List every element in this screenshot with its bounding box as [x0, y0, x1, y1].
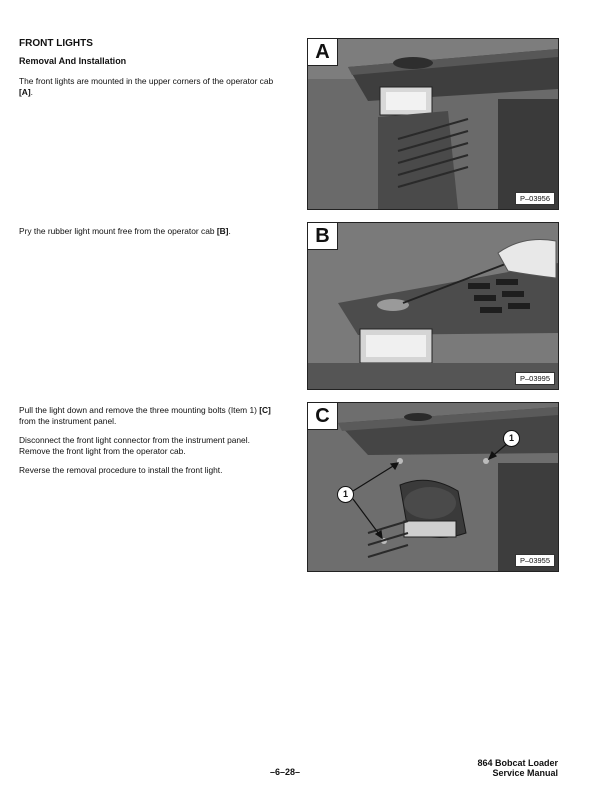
figure-b-code: P–03995	[515, 372, 555, 385]
figure-a-label: A	[308, 39, 338, 66]
figure-reference: [C]	[259, 405, 271, 415]
page-number: –6–28–	[270, 767, 301, 777]
section-subtitle: Removal And Installation	[19, 56, 127, 66]
paragraph-end: .	[30, 87, 33, 97]
figure-c-code: P–03955	[515, 554, 555, 567]
paragraph-reverse: Reverse the removal procedure to install the front light.	[19, 465, 223, 475]
paragraph-disconnect: Disconnect the front light connector from the instrument panel. Remove the front light from the operator cab.	[19, 435, 250, 456]
figure-reference: [B]	[216, 226, 229, 236]
figure-c-label: C	[308, 403, 338, 430]
paragraph-remove-bolts	[19, 405, 274, 427]
paragraph-text: Pry the rubber light mount free from the operator cab	[19, 226, 217, 236]
figure-a-photo	[307, 38, 559, 210]
manual-model: 864 Bobcat Loader	[477, 758, 558, 768]
figure-b-label: B	[308, 223, 338, 250]
manual-title	[477, 758, 558, 778]
figure-a-code: P–03956	[515, 192, 555, 205]
figure-b-photo	[307, 222, 559, 390]
callout-item-1-upper: 1	[503, 430, 520, 447]
figure-b-illustration	[308, 223, 558, 389]
figure-c-photo	[307, 402, 559, 572]
paragraph-text: Pull the light down and remove the three mounting bolts (Item 1)	[19, 405, 260, 415]
paragraph-mount-location	[19, 76, 274, 98]
section-title: FRONT LIGHTS	[19, 38, 93, 49]
paragraph-end: .	[228, 226, 231, 236]
paragraph-end: from the instrument panel.	[19, 416, 117, 426]
figure-a-illustration	[308, 39, 558, 209]
callout-item-1-left: 1	[337, 486, 354, 503]
paragraph-pry-mount	[19, 226, 274, 237]
paragraph-text: The front lights are mounted in the upper corners of the operator cab	[19, 76, 274, 86]
manual-type: Service Manual	[492, 768, 558, 778]
figure-reference: [A]	[19, 87, 31, 97]
